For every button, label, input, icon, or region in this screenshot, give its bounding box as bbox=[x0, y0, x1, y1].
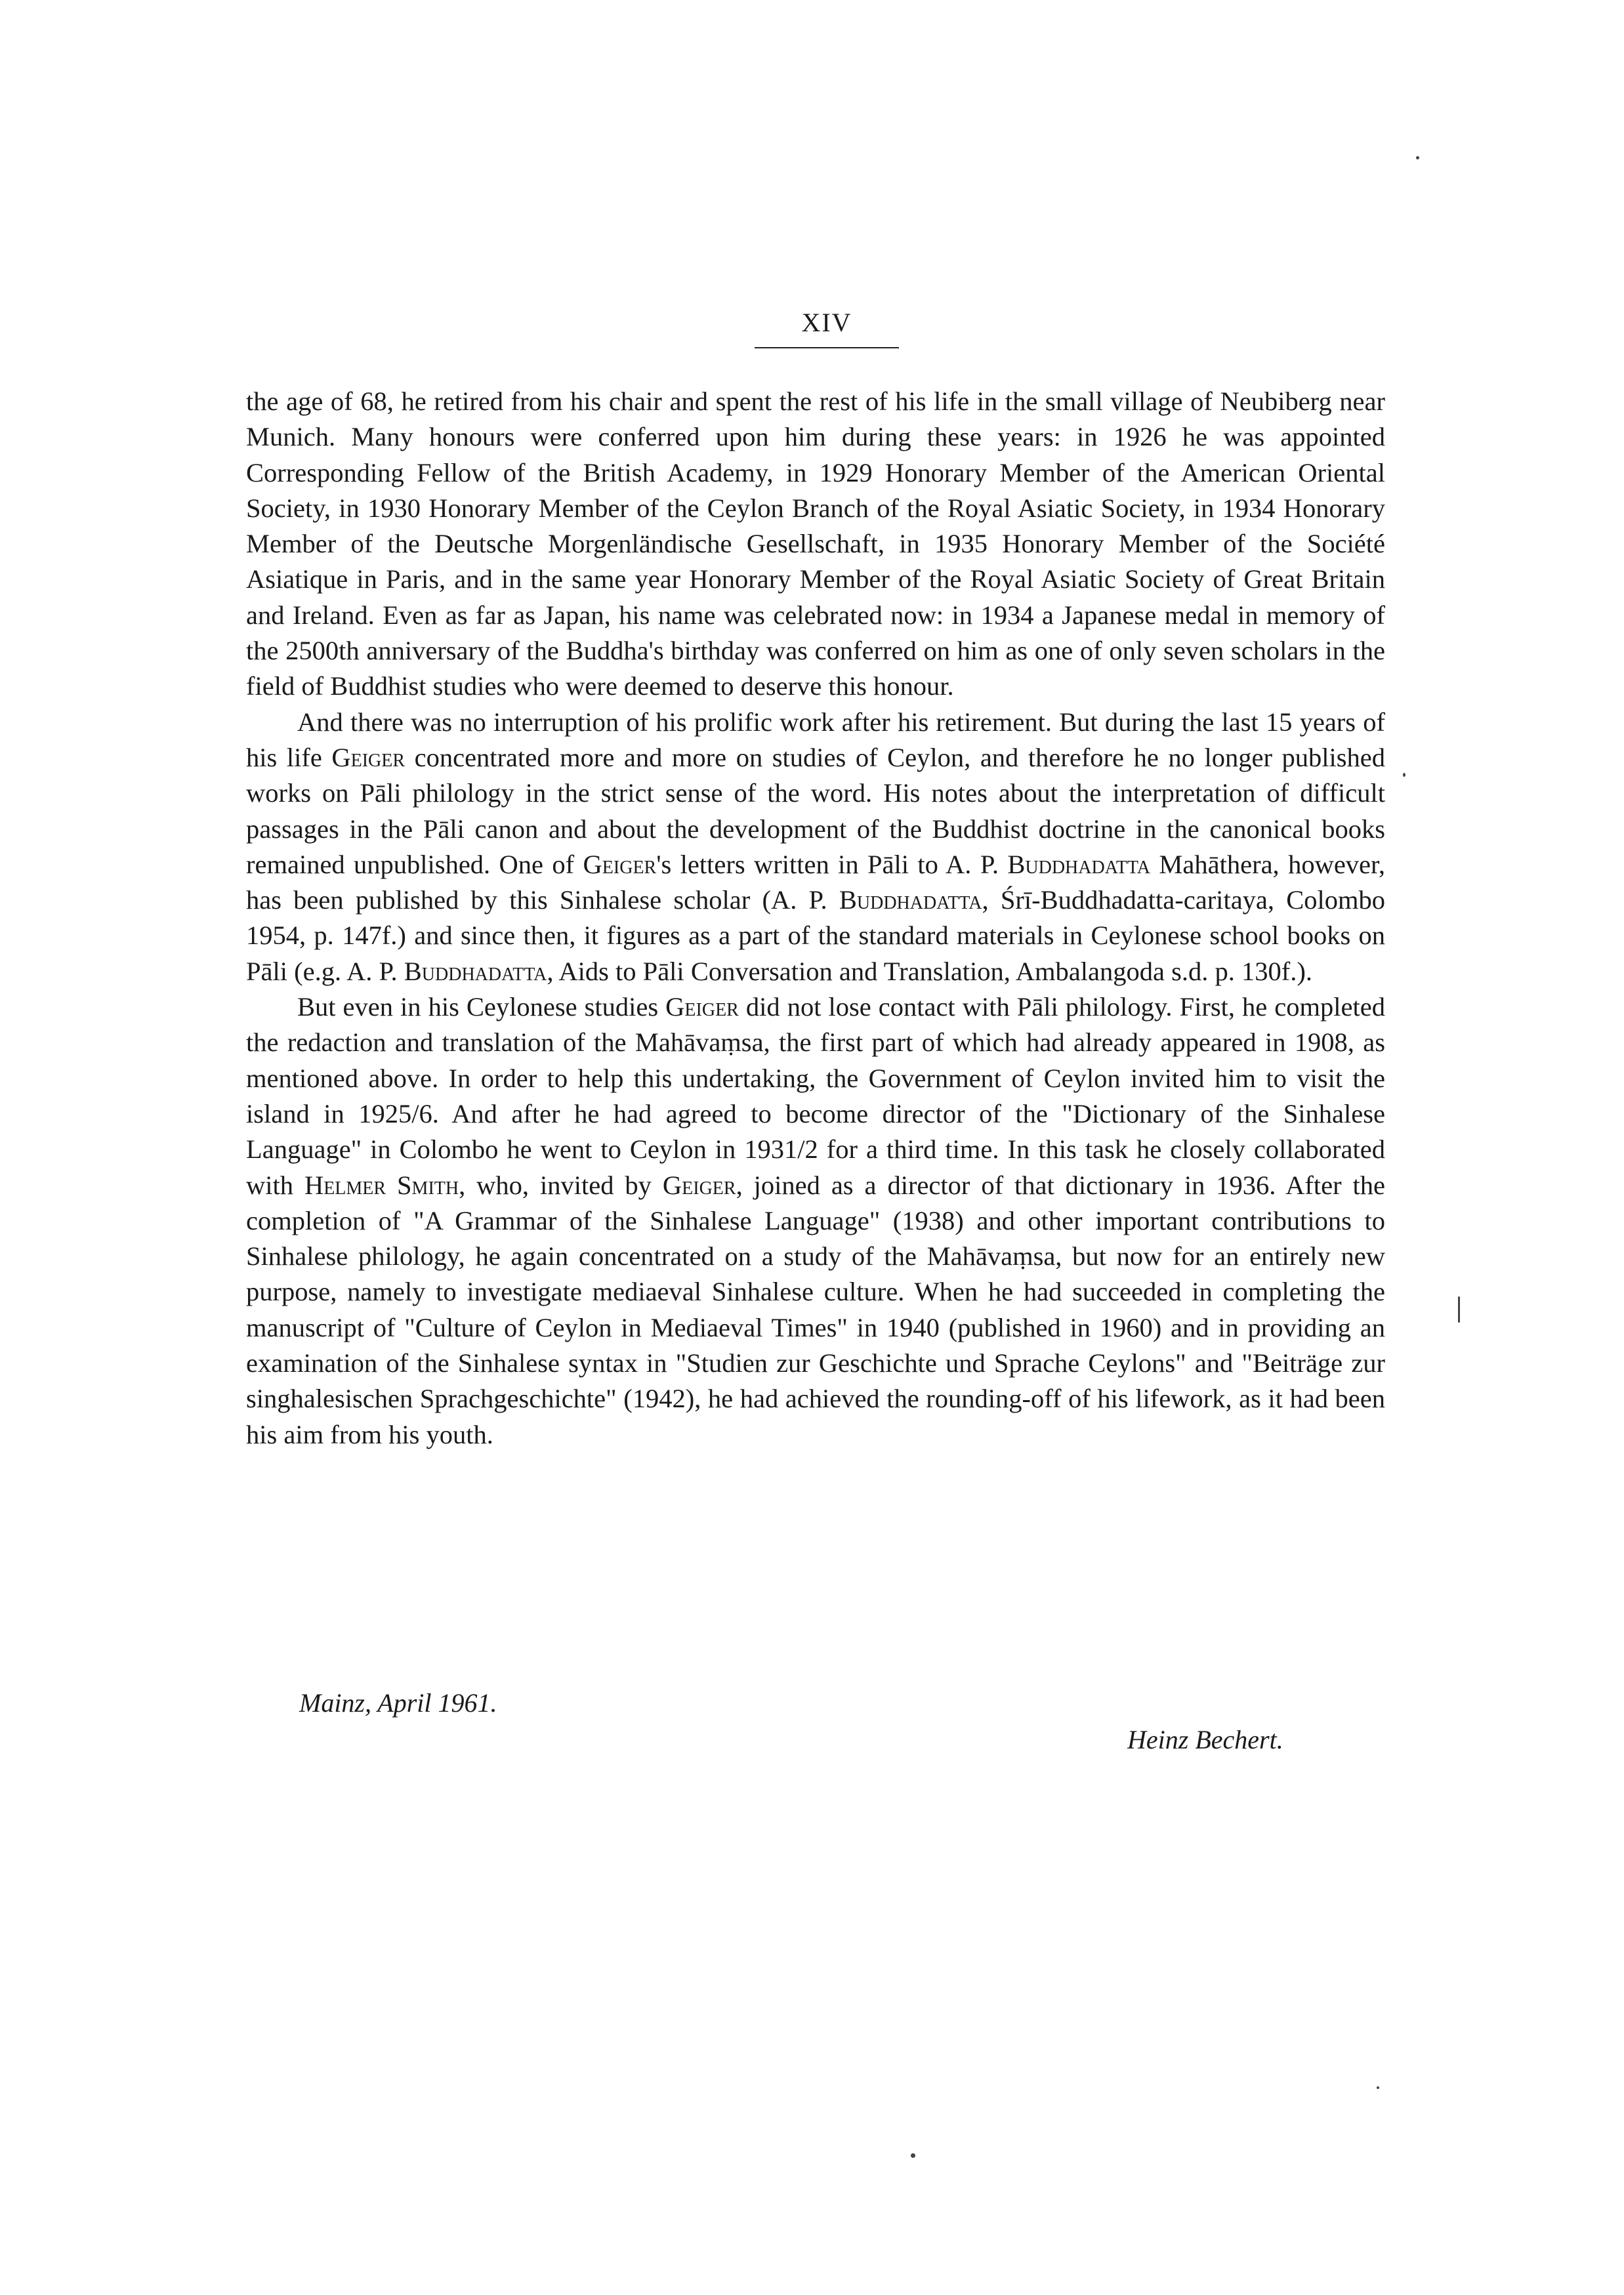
scan-speck bbox=[1416, 156, 1419, 159]
paragraph bbox=[246, 705, 1385, 989]
text-run: Mahāthera, however, has been published by this Sinhalese scholar (A. P. bbox=[246, 849, 1386, 915]
author-name-smallcaps: Geiger bbox=[331, 742, 406, 772]
text-run: the age of 68, he retired from his chair and spent the rest of his life in the small village of Neubiberg near Munich. Many honours were conferred upon him during these years: in 1926 he was appointed Corresponding Fellow of the British Academy, in 1929 Honorary Member of the American Oriental Society, in 1930 Honorary Member of the Ceylon Branch of the Royal Asiatic Society, in 1934 Honorary Member of the Deutsche Morgenländische Gesellschaft, in 1935 Honorary Member of the Société Asiatique in Paris, and in the same year Honorary Member of the Royal Asiatic Society of Great Britain and Ireland. Even as far as Japan, his name was celebrated now: in 1934 a Japanese medal in memory of the 2500th anniversary of the Buddha's birthday was conferred on him as one of only seven scholars in the field of Buddhist studies who were deemed to deserve this honour. bbox=[246, 386, 1385, 701]
author-name-smallcaps: Buddhadatta bbox=[1007, 849, 1151, 879]
text-run: And there was no interruption of his prolific work after his retirement. But during the last 15 years of his life bbox=[246, 707, 1385, 772]
author-name-smallcaps: Helmer Smith bbox=[304, 1170, 459, 1200]
scan-speck bbox=[1377, 2086, 1379, 2089]
text-run: But even in his Ceylonese studies bbox=[297, 992, 666, 1022]
paragraph bbox=[246, 989, 1385, 1453]
text-run: , joined as a director of that dictionary in 1936. After the completion of "A Grammar of the Sinhalese Language" (1938) and other important contributions to Sinhalese philology, he again concentrated on a study of the Mahāvaṃsa, but now for an entirely new purpose, namely to investigate mediaeval Sinhalese culture. When he had succeeded in completing the manuscript of "Culture of Ceylon in Mediaeval Times" in 1940 (published in 1960) and in providing an examination of the Sinhalese syntax in "Studien zur Geschichte und Sprache Ceylons" and "Beiträge zur singhalesischen Sprachgeschichte" (1942), he had achieved the rounding-off of his lifework, as it had been his aim from his youth. bbox=[246, 1170, 1385, 1449]
author-name-smallcaps: Geiger bbox=[665, 992, 739, 1022]
place-date: Mainz, April 1961. bbox=[299, 1688, 497, 1718]
text-run: 's letters written in Pāli to A. P. bbox=[656, 849, 1008, 879]
scan-speck bbox=[1458, 1296, 1460, 1323]
text-run: , Śrī-Buddhadatta-caritaya, Colombo 1954, p. 147f.) and since then, it figures as a part of the standard materials in Ceylonese school books on Pāli (e.g. A. P. bbox=[246, 885, 1385, 986]
author-name-smallcaps: Buddhadatta bbox=[404, 956, 547, 986]
text-run: , Aids to Pāli Conversation and Translation, Ambalangoda s.d. p. 130f.). bbox=[547, 956, 1312, 986]
author-signature: Heinz Bechert. bbox=[1127, 1725, 1283, 1754]
paragraph bbox=[246, 384, 1385, 705]
text-run: concentrated more and more on studies of Ceylon, and therefore he no longer published works on Pāli philology in the strict sense of the word. His notes about the interpretation of difficult passages in the Pāli canon and about the development of the Buddhist doctrine in the canonical books remained unpublished. One of bbox=[246, 742, 1385, 879]
text-run: , who, invited by bbox=[459, 1170, 663, 1200]
scan-speck bbox=[1403, 773, 1405, 777]
scan-speck bbox=[911, 2153, 915, 2158]
author-name-smallcaps: Buddhadatta bbox=[839, 885, 982, 915]
body-text bbox=[246, 384, 1385, 1453]
author-name-smallcaps: Geiger bbox=[662, 1170, 736, 1200]
page-number: XIV bbox=[755, 307, 899, 348]
text-run: did not lose contact with Pāli philology. First, he completed the redaction and translation of the Mahāvaṃsa, the first part of which had already appeared in 1908, as mentioned above. In order to help this undertaking, the Government of Ceylon invited him to visit the island in 1925/6. And after he had agreed to become director of the "Dictionary of the Sinhalese Language" in Colombo he went to Ceylon in 1931/2 for a third time. In this task he closely collaborated with bbox=[246, 992, 1385, 1200]
author-name-smallcaps: Geiger bbox=[583, 849, 657, 879]
